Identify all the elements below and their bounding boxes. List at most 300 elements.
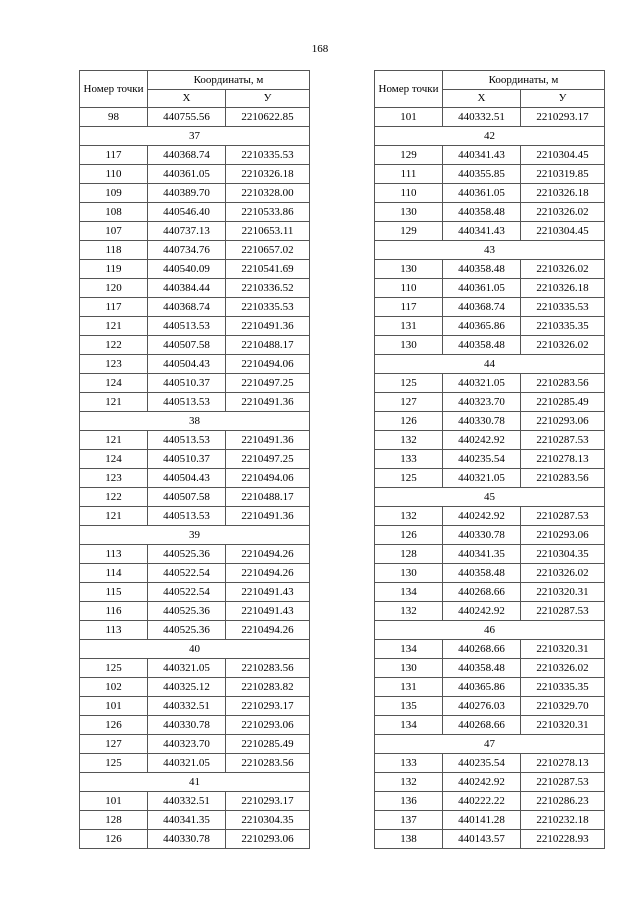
x-coordinate-cell: 440268.66 — [443, 583, 521, 602]
x-coordinate-cell: 440358.48 — [443, 336, 521, 355]
polygon-number: 43 — [375, 241, 605, 260]
y-coordinate-cell: 2210232.18 — [521, 811, 605, 830]
y-coordinate-cell: 2210491.43 — [226, 583, 310, 602]
y-coordinate-cell: 2210541.69 — [226, 260, 310, 279]
y-coordinate-cell: 2210304.35 — [226, 811, 310, 830]
y-coordinate-cell: 2210278.13 — [521, 754, 605, 773]
table-row — [80, 374, 310, 393]
point-number-cell: 120 — [80, 279, 148, 298]
point-number-cell: 108 — [80, 203, 148, 222]
point-number-cell: 135 — [375, 697, 443, 716]
table-row — [375, 507, 605, 526]
x-coordinate-cell: 440755.56 — [148, 108, 226, 127]
x-coordinate-cell: 440341.43 — [443, 222, 521, 241]
x-coordinate-cell: 440330.78 — [443, 526, 521, 545]
polygon-number: 37 — [80, 127, 310, 146]
table-row — [80, 203, 310, 222]
y-coordinate-cell: 2210494.06 — [226, 355, 310, 374]
group-header-row — [375, 621, 605, 640]
point-number-cell: 118 — [80, 241, 148, 260]
table-row — [80, 659, 310, 678]
x-coordinate-cell: 440242.92 — [443, 507, 521, 526]
x-coordinate-cell: 440507.58 — [148, 488, 226, 507]
point-number-cell: 133 — [375, 754, 443, 773]
x-coordinate-cell: 440341.43 — [443, 146, 521, 165]
point-number-cell: 128 — [375, 545, 443, 564]
x-coordinate-cell: 440330.78 — [148, 716, 226, 735]
table-row — [80, 298, 310, 317]
y-coordinate-cell: 2210491.36 — [226, 393, 310, 412]
y-coordinate-cell: 2210326.18 — [226, 165, 310, 184]
y-coordinate-cell: 2210287.53 — [521, 602, 605, 621]
table-row — [80, 697, 310, 716]
group-header-row — [80, 640, 310, 659]
y-coordinate-cell: 2210283.56 — [226, 754, 310, 773]
y-coordinate-cell: 2210278.13 — [521, 450, 605, 469]
table-row — [80, 735, 310, 754]
table-row — [375, 450, 605, 469]
point-number-cell: 126 — [80, 716, 148, 735]
table-row — [80, 678, 310, 697]
y-coordinate-cell: 2210497.25 — [226, 374, 310, 393]
point-number-cell: 121 — [80, 393, 148, 412]
x-coordinate-cell: 440143.57 — [443, 830, 521, 849]
table-row — [375, 811, 605, 830]
point-number-cell: 124 — [80, 450, 148, 469]
x-coordinate-cell: 440525.36 — [148, 621, 226, 640]
y-coordinate-cell: 2210326.02 — [521, 260, 605, 279]
y-coordinate-cell: 2210335.53 — [521, 298, 605, 317]
y-coordinate-cell: 2210494.26 — [226, 545, 310, 564]
x-coordinate-cell: 440268.66 — [443, 716, 521, 735]
point-number-cell: 110 — [375, 184, 443, 203]
table-row — [375, 659, 605, 678]
table-row — [80, 146, 310, 165]
table-row — [80, 222, 310, 241]
point-number-cell: 130 — [375, 203, 443, 222]
x-coordinate-cell: 440513.53 — [148, 317, 226, 336]
point-number-cell: 113 — [80, 621, 148, 640]
y-coordinate-cell: 2210320.31 — [521, 716, 605, 735]
table-row — [375, 260, 605, 279]
coordinates-table-left — [79, 70, 310, 849]
table-row — [80, 279, 310, 298]
x-coordinate-cell: 440365.86 — [443, 317, 521, 336]
page-number: 168 — [311, 43, 329, 55]
y-coordinate-cell: 2210293.06 — [226, 716, 310, 735]
x-coordinate-cell: 440510.37 — [148, 450, 226, 469]
group-header-row — [375, 241, 605, 260]
x-coordinate-cell: 440358.48 — [443, 203, 521, 222]
table-row — [80, 336, 310, 355]
point-number-cell: 110 — [375, 279, 443, 298]
x-header: X — [148, 90, 226, 108]
point-number-cell: 134 — [375, 583, 443, 602]
polygon-number: 45 — [375, 488, 605, 507]
x-coordinate-cell: 440141.28 — [443, 811, 521, 830]
point-number-cell: 132 — [375, 431, 443, 450]
point-number-cell: 115 — [80, 583, 148, 602]
y-coordinate-cell: 2210488.17 — [226, 488, 310, 507]
x-coordinate-cell: 440222.22 — [443, 792, 521, 811]
table-row — [375, 184, 605, 203]
x-coordinate-cell: 440332.51 — [148, 792, 226, 811]
x-coordinate-cell: 440321.05 — [443, 374, 521, 393]
x-header: X — [443, 90, 521, 108]
x-coordinate-cell: 440332.51 — [443, 108, 521, 127]
x-coordinate-cell: 440513.53 — [148, 393, 226, 412]
table-row — [375, 716, 605, 735]
point-number-cell: 124 — [80, 374, 148, 393]
table-row — [80, 792, 310, 811]
table-row — [375, 564, 605, 583]
point-number-cell: 122 — [80, 488, 148, 507]
point-number-cell: 130 — [375, 659, 443, 678]
y-coordinate-cell: 2210335.35 — [521, 678, 605, 697]
table-row — [375, 146, 605, 165]
y-coordinate-cell: 2210319.85 — [521, 165, 605, 184]
table-row — [375, 469, 605, 488]
point-number-cell: 131 — [375, 678, 443, 697]
y-coordinate-cell: 2210491.36 — [226, 431, 310, 450]
table-row — [80, 431, 310, 450]
group-header-row — [80, 526, 310, 545]
y-coordinate-cell: 2210326.02 — [521, 336, 605, 355]
x-coordinate-cell: 440525.36 — [148, 545, 226, 564]
x-coordinate-cell: 440325.12 — [148, 678, 226, 697]
group-header-row — [375, 488, 605, 507]
y-coordinate-cell: 2210335.35 — [521, 317, 605, 336]
table-row — [80, 469, 310, 488]
table-row — [375, 374, 605, 393]
x-coordinate-cell: 440332.51 — [148, 697, 226, 716]
point-number-cell: 128 — [80, 811, 148, 830]
point-number-cell: 125 — [80, 659, 148, 678]
y-coordinate-cell: 2210320.31 — [521, 640, 605, 659]
table-row — [80, 507, 310, 526]
point-number-cell: 134 — [375, 640, 443, 659]
point-number-cell: 134 — [375, 716, 443, 735]
x-coordinate-cell: 440358.48 — [443, 659, 521, 678]
x-coordinate-cell: 440321.05 — [148, 659, 226, 678]
point-number-cell: 121 — [80, 317, 148, 336]
y-coordinate-cell: 2210491.36 — [226, 317, 310, 336]
point-number-cell: 110 — [80, 165, 148, 184]
group-header-row — [375, 355, 605, 374]
y-coordinate-cell: 2210285.49 — [521, 393, 605, 412]
x-coordinate-cell: 440540.09 — [148, 260, 226, 279]
y-coordinate-cell: 2210336.52 — [226, 279, 310, 298]
x-coordinate-cell: 440242.92 — [443, 602, 521, 621]
y-coordinate-cell: 2210304.45 — [521, 146, 605, 165]
point-number-cell: 117 — [375, 298, 443, 317]
x-coordinate-cell: 440522.54 — [148, 583, 226, 602]
x-coordinate-cell: 440504.43 — [148, 355, 226, 374]
x-coordinate-cell: 440365.86 — [443, 678, 521, 697]
x-coordinate-cell: 440368.74 — [148, 146, 226, 165]
point-number-cell: 133 — [375, 450, 443, 469]
x-coordinate-cell: 440522.54 — [148, 564, 226, 583]
y-coordinate-cell: 2210328.00 — [226, 184, 310, 203]
y-coordinate-cell: 2210329.70 — [521, 697, 605, 716]
point-number-cell: 127 — [80, 735, 148, 754]
x-coordinate-cell: 440330.78 — [148, 830, 226, 849]
table-row — [375, 317, 605, 336]
point-number-cell: 101 — [375, 108, 443, 127]
x-coordinate-cell: 440355.85 — [443, 165, 521, 184]
table-row — [375, 830, 605, 849]
point-number-cell: 101 — [80, 697, 148, 716]
point-number-cell: 130 — [375, 564, 443, 583]
table-row — [375, 431, 605, 450]
x-coordinate-cell: 440734.76 — [148, 241, 226, 260]
polygon-number: 42 — [375, 127, 605, 146]
point-number-cell: 98 — [80, 108, 148, 127]
x-coordinate-cell: 440507.58 — [148, 336, 226, 355]
x-coordinate-cell: 440358.48 — [443, 564, 521, 583]
y-coordinate-cell: 2210293.17 — [226, 792, 310, 811]
y-coordinate-cell: 2210497.25 — [226, 450, 310, 469]
y-header: У — [521, 90, 605, 108]
table-row — [375, 754, 605, 773]
table-body — [80, 108, 310, 849]
table-row — [375, 393, 605, 412]
y-coordinate-cell: 2210287.53 — [521, 431, 605, 450]
table-row — [80, 621, 310, 640]
y-coordinate-cell: 2210335.53 — [226, 146, 310, 165]
group-header-row — [80, 412, 310, 431]
coordinates-header: Координаты, м — [148, 71, 310, 90]
table-row — [375, 165, 605, 184]
y-header: У — [226, 90, 310, 108]
y-coordinate-cell: 2210304.35 — [521, 545, 605, 564]
group-header-row — [80, 127, 310, 146]
point-number-cell: 130 — [375, 260, 443, 279]
y-coordinate-cell: 2210488.17 — [226, 336, 310, 355]
x-coordinate-cell: 440546.40 — [148, 203, 226, 222]
x-coordinate-cell: 440361.05 — [443, 184, 521, 203]
table-row — [80, 317, 310, 336]
point-number-cell: 130 — [375, 336, 443, 355]
y-coordinate-cell: 2210286.23 — [521, 792, 605, 811]
y-coordinate-cell: 2210283.56 — [521, 374, 605, 393]
polygon-number: 39 — [80, 526, 310, 545]
point-number-cell: 121 — [80, 431, 148, 450]
coordinates-table-right — [374, 70, 605, 849]
y-coordinate-cell: 2210657.02 — [226, 241, 310, 260]
table-row — [375, 336, 605, 355]
table-row — [375, 583, 605, 602]
point-number-cell: 132 — [375, 507, 443, 526]
table-row — [80, 184, 310, 203]
point-number-cell: 111 — [375, 165, 443, 184]
table-row — [80, 260, 310, 279]
y-coordinate-cell: 2210304.45 — [521, 222, 605, 241]
x-coordinate-cell: 440384.44 — [148, 279, 226, 298]
x-coordinate-cell: 440323.70 — [443, 393, 521, 412]
point-number-cell: 121 — [80, 507, 148, 526]
point-number-cell: 132 — [375, 773, 443, 792]
y-coordinate-cell: 2210228.93 — [521, 830, 605, 849]
point-number-cell: 136 — [375, 792, 443, 811]
point-number-cell: 117 — [80, 298, 148, 317]
point-number-cell: 127 — [375, 393, 443, 412]
y-coordinate-cell: 2210326.02 — [521, 203, 605, 222]
point-number-cell: 102 — [80, 678, 148, 697]
point-number-cell: 125 — [375, 469, 443, 488]
x-coordinate-cell: 440737.13 — [148, 222, 226, 241]
y-coordinate-cell: 2210293.17 — [521, 108, 605, 127]
table-row — [375, 697, 605, 716]
y-coordinate-cell: 2210335.53 — [226, 298, 310, 317]
table-row — [375, 222, 605, 241]
x-coordinate-cell: 440361.05 — [148, 165, 226, 184]
group-header-row — [375, 735, 605, 754]
y-coordinate-cell: 2210285.49 — [226, 735, 310, 754]
polygon-number: 40 — [80, 640, 310, 659]
table-row — [375, 203, 605, 222]
table-row — [80, 830, 310, 849]
table-row — [375, 298, 605, 317]
polygon-number: 44 — [375, 355, 605, 374]
table-row — [375, 108, 605, 127]
y-coordinate-cell: 2210653.11 — [226, 222, 310, 241]
table-row — [375, 412, 605, 431]
table-row — [80, 355, 310, 374]
x-coordinate-cell: 440330.78 — [443, 412, 521, 431]
table-row — [375, 602, 605, 621]
point-number-header: Номер точки — [375, 71, 443, 108]
x-coordinate-cell: 440368.74 — [148, 298, 226, 317]
point-number-cell: 131 — [375, 317, 443, 336]
point-number-cell: 138 — [375, 830, 443, 849]
y-coordinate-cell: 2210287.53 — [521, 507, 605, 526]
y-coordinate-cell: 2210622.85 — [226, 108, 310, 127]
y-coordinate-cell: 2210283.82 — [226, 678, 310, 697]
point-number-cell: 119 — [80, 260, 148, 279]
table-row — [375, 792, 605, 811]
point-number-cell: 122 — [80, 336, 148, 355]
y-coordinate-cell: 2210293.06 — [521, 412, 605, 431]
x-coordinate-cell: 440242.92 — [443, 773, 521, 792]
point-number-cell: 123 — [80, 469, 148, 488]
y-coordinate-cell: 2210283.56 — [226, 659, 310, 678]
table-body — [375, 108, 605, 849]
point-number-cell: 126 — [375, 412, 443, 431]
x-coordinate-cell: 440341.35 — [148, 811, 226, 830]
group-header-row — [375, 127, 605, 146]
y-coordinate-cell: 2210533.86 — [226, 203, 310, 222]
point-number-cell: 109 — [80, 184, 148, 203]
x-coordinate-cell: 440504.43 — [148, 469, 226, 488]
table-row — [80, 450, 310, 469]
polygon-number: 47 — [375, 735, 605, 754]
x-coordinate-cell: 440341.35 — [443, 545, 521, 564]
x-coordinate-cell: 440323.70 — [148, 735, 226, 754]
x-coordinate-cell: 440368.74 — [443, 298, 521, 317]
table-row — [375, 640, 605, 659]
y-coordinate-cell: 2210293.06 — [521, 526, 605, 545]
y-coordinate-cell: 2210326.18 — [521, 184, 605, 203]
x-coordinate-cell: 440510.37 — [148, 374, 226, 393]
table-row — [375, 545, 605, 564]
group-header-row — [80, 773, 310, 792]
polygon-number: 46 — [375, 621, 605, 640]
point-number-header: Номер точки — [80, 71, 148, 108]
table-row — [80, 393, 310, 412]
x-coordinate-cell: 440513.53 — [148, 431, 226, 450]
y-coordinate-cell: 2210283.56 — [521, 469, 605, 488]
y-coordinate-cell: 2210491.36 — [226, 507, 310, 526]
polygon-number: 41 — [80, 773, 310, 792]
x-coordinate-cell: 440389.70 — [148, 184, 226, 203]
y-coordinate-cell: 2210293.17 — [226, 697, 310, 716]
y-coordinate-cell: 2210494.06 — [226, 469, 310, 488]
x-coordinate-cell: 440276.03 — [443, 697, 521, 716]
polygon-number: 38 — [80, 412, 310, 431]
point-number-cell: 107 — [80, 222, 148, 241]
x-coordinate-cell: 440358.48 — [443, 260, 521, 279]
y-coordinate-cell: 2210491.43 — [226, 602, 310, 621]
table-row — [80, 811, 310, 830]
table-row — [80, 583, 310, 602]
table-row — [80, 545, 310, 564]
coordinates-header: Координаты, м — [443, 71, 605, 90]
point-number-cell: 117 — [80, 146, 148, 165]
x-coordinate-cell: 440361.05 — [443, 279, 521, 298]
y-coordinate-cell: 2210326.18 — [521, 279, 605, 298]
x-coordinate-cell: 440242.92 — [443, 431, 521, 450]
point-number-cell: 125 — [80, 754, 148, 773]
y-coordinate-cell: 2210494.26 — [226, 621, 310, 640]
table-row — [80, 716, 310, 735]
table-row — [80, 241, 310, 260]
x-coordinate-cell: 440235.54 — [443, 450, 521, 469]
point-number-cell: 113 — [80, 545, 148, 564]
table-row — [80, 602, 310, 621]
table-row — [80, 488, 310, 507]
table-row — [80, 754, 310, 773]
y-coordinate-cell: 2210287.53 — [521, 773, 605, 792]
point-number-cell: 125 — [375, 374, 443, 393]
table-row — [80, 165, 310, 184]
table-row — [375, 526, 605, 545]
table-row — [80, 108, 310, 127]
x-coordinate-cell: 440513.53 — [148, 507, 226, 526]
point-number-cell: 129 — [375, 146, 443, 165]
point-number-cell: 123 — [80, 355, 148, 374]
x-coordinate-cell: 440268.66 — [443, 640, 521, 659]
table-row — [80, 564, 310, 583]
point-number-cell: 137 — [375, 811, 443, 830]
y-coordinate-cell: 2210320.31 — [521, 583, 605, 602]
point-number-cell: 116 — [80, 602, 148, 621]
x-coordinate-cell: 440525.36 — [148, 602, 226, 621]
x-coordinate-cell: 440321.05 — [443, 469, 521, 488]
x-coordinate-cell: 440321.05 — [148, 754, 226, 773]
table-row — [375, 279, 605, 298]
point-number-cell: 132 — [375, 602, 443, 621]
y-coordinate-cell: 2210293.06 — [226, 830, 310, 849]
y-coordinate-cell: 2210494.26 — [226, 564, 310, 583]
y-coordinate-cell: 2210326.02 — [521, 659, 605, 678]
y-coordinate-cell: 2210326.02 — [521, 564, 605, 583]
point-number-cell: 101 — [80, 792, 148, 811]
point-number-cell: 126 — [375, 526, 443, 545]
point-number-cell: 129 — [375, 222, 443, 241]
x-coordinate-cell: 440235.54 — [443, 754, 521, 773]
table-row — [375, 678, 605, 697]
